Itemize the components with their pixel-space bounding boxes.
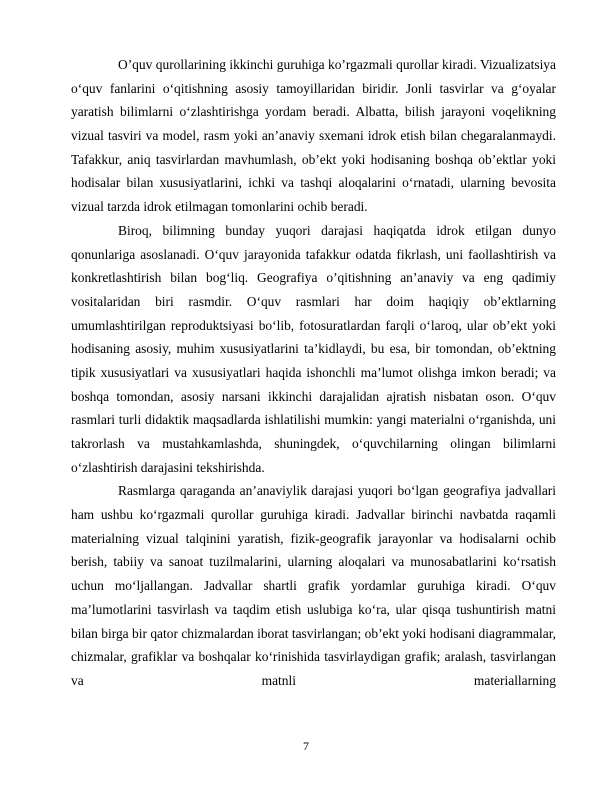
page-number: 7 <box>303 739 309 753</box>
paragraph-visual-aids: O’quv qurollarining ikkinchi guruhiga ko’rgazmali qurollar kiradi. Vizualizatsiya o‘quv fanlarini o‘qitishning asosiy tamoyillaridan biridir. Jonli tasvirlar va g‘oyalar yaratish bilimlarni o‘zlashtirishga yordam beradi. Albatta, bilish jarayoni voqelikning vizual tasviri va model, rasm yoki an’anaviy sxemani idrok etish bilan chegaralanmaydi. Tafakkur, aniq tasvirlardan mavhumlash, ob’ekt yoki hodisaning boshqa ob’ektlar yoki hodisalar bilan xususiyatlarini, ichki va tashqi aloqalarini o‘rnatadi, ularning bevosita vizual tarzda idrok etilmagan tomonlarini ochib beradi. <box>71 57 556 215</box>
paragraph-pictures: Biroq, bilimning bunday yuqori darajasi haqiqatda idrok etilgan dunyo qonunlariga asoslanadi. O‘quv jarayonida tafakkur odatda fikrlash, uni faollashtirish va konkretlashtirish bilan bog‘liq. Geografiya o’qitishning an’anaviy va eng qadimiy vositalaridan biri rasmdir. O‘quv rasmlari har doim haqiqiy ob’ektlarning umumlashtirilgan reproduktsiyasi bo‘lib, fotosuratlardan farqli o‘laroq, ular ob’ekt yoki hodisaning asosiy, muhim xususiyatlarini ta’kidlaydi, bu esa, bir tomondan, ob’ektning tipik xususiyatlari va xususiyatlari haqida ishonchli ma’lumot olishga imkon beradi; va boshqa tomondan, asosiy narsani ikkinchi darajalidan ajratish nisbatan oson. O‘quv rasmlari turli didaktik maqsadlarda ishlatilishi mumkin: yangi materialni o‘rganishda, uni takrorlash va mustahkamlashda, shuningdek, o‘quvchilarning olingan bilimlarni o‘zlashtirish darajasini tekshirishda. <box>71 222 556 475</box>
paragraph-tables: Rasmlarga qaraganda an’anaviylik darajasi yuqori bo‘lgan geografiya jadvallari ham ushbu ko‘rgazmali qurollar guruhiga kiradi. Jadvallar birinchi navbatda raqamli materialning vizual talqinini yaratish, fizik-geografik jarayonlar va hodisalarni ochib berish, tabiiy va sanoat tuzilmalarini, ularning aloqalari va munosabatlarini ko‘rsatish uchun mo‘ljallangan. Jadvallar shartli grafik yordamlar guruhiga kiradi. O‘quv ma’lumotlarini tasvirlash va taqdim etish uslubiga ko‘ra, ular qisqa tushuntirish matni bilan birga bir qator chizmalardan iborat tasvirlangan; ob’ekt yoki hodisani diagrammalar, chizmalar, grafiklar va boshqalar ko‘rinishida tasvirlaydigan grafik; aralash, tasvirlangan va matnli materiallarning <box>71 483 556 688</box>
text-body <box>71 53 556 693</box>
